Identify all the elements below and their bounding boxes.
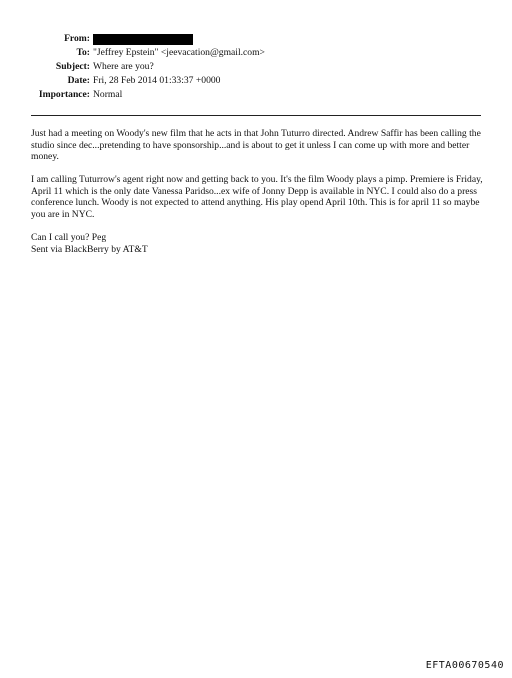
body-paragraph-2: I am calling Tuturrow's agent right now and getting back to you. It's the film Woody plays a pimp. Premiere is Friday, April 11 which is the only date Vanessa Paridso...ex wife of Jonny Depp is available in NYC. I could also do a press conference lunch. Woody is not expected to attend anything. His play opend April 10th. This is for april 11 so maybe you are in NYC. (31, 174, 483, 220)
redaction-block (93, 34, 193, 45)
from-label: From: (64, 33, 90, 44)
importance-value: Normal (93, 89, 123, 100)
body-paragraph-1: Just had a meeting on Woody's new film that he acts in that John Tuturro directed. Andrew Saffir has been calling the studio since dec...pretending to have sponsorship...and is about to get it unless I can come up with more and better money. (31, 128, 481, 162)
to-value: "Jeffrey Epstein" <jeevacation@gmail.com> (93, 47, 265, 58)
signoff-line-1: Can I call you? Peg (31, 232, 107, 243)
bates-number: EFTA00670540 (425, 660, 504, 671)
importance-label: Importance: (38, 89, 90, 100)
subject-value: Where are you? (93, 61, 154, 72)
header-divider (31, 115, 481, 116)
subject-label: Subject: (55, 61, 90, 72)
signoff-line-2: Sent via BlackBerry by AT&T (31, 243, 148, 255)
date-value: Fri, 28 Feb 2014 01:33:37 +0000 (93, 75, 221, 86)
to-label: To: (76, 47, 90, 58)
date-label: Date: (67, 75, 90, 86)
